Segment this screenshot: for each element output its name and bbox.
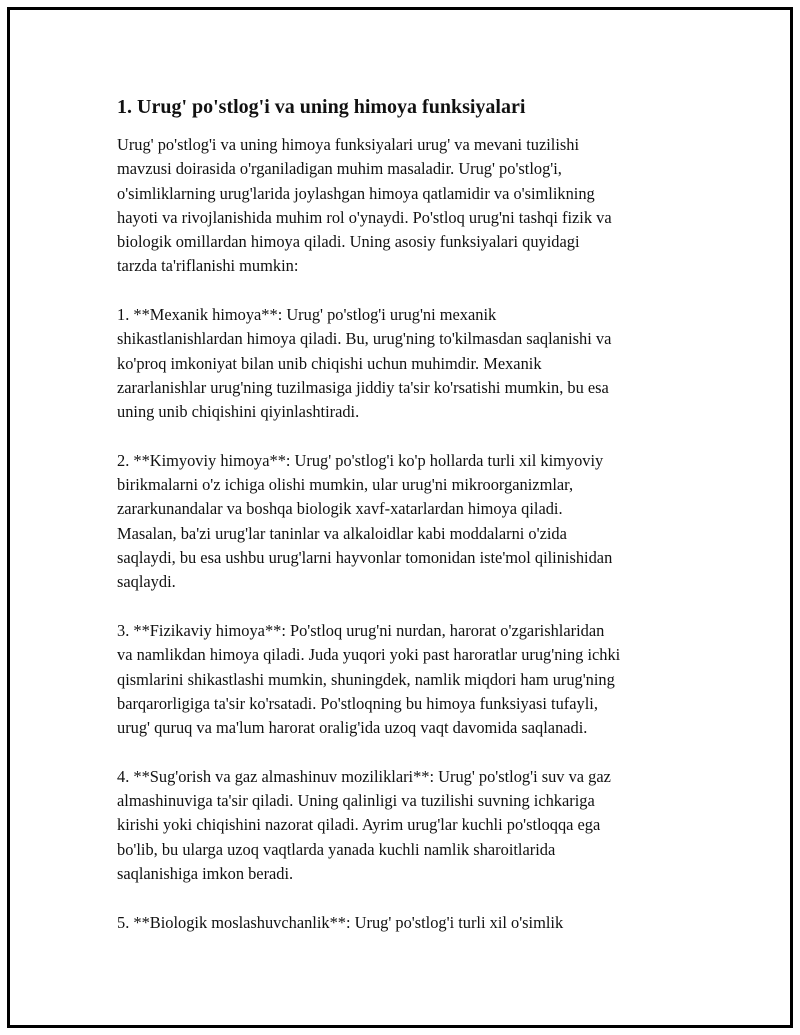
text-line: shikastlanishlardan himoya qiladi. Bu, urug'ning to'kilmasdan saqlanishi va [117, 329, 612, 349]
text-line: birikmalarni o'z ichiga olishi mumkin, ular urug'ni mikroorganizmlar, [117, 475, 574, 495]
text-line: urug' quruq va ma'lum harorat oralig'ida uzoq vaqt davomida saqlanadi. [117, 718, 588, 738]
text-line: saqlaydi, bu esa ushbu urug'larni hayvonlar tomonidan iste'mol qilinishidan [117, 548, 613, 568]
text-line: uning unib chiqishini qiyinlashtiradi. [117, 402, 360, 422]
text-line: saqlanishiga imkon beradi. [117, 863, 294, 883]
text-line: ko'proq imkoniyat bilan unib chiqishi uchun muhimdir. Mexanik [117, 353, 542, 373]
text-line: tarzda ta'riflanishi mumkin: [117, 256, 299, 276]
document-title: 1. Urug' po'stlog'i va uning himoya funksiyalari [117, 96, 526, 118]
text-line: zararkunandalar va boshqa biologik xavf-xatarlardan himoya qiladi. [117, 499, 563, 519]
text-line: qismlarini shikastlashi mumkin, shuningdek, namlik miqdori ham urug'ning [117, 669, 615, 689]
text-line: mavzusi doirasida o'rganiladigan muhim masaladir. Urug' po'stlog'i, [117, 159, 562, 179]
text-line: 1. **Mexanik himoya**: Urug' po'stlog'i urug'ni mexanik [117, 305, 497, 325]
text-line: kirishi yoki chiqishini nazorat qiladi. Ayrim urug'lar kuchli po'stloqqa ega [117, 815, 601, 835]
text-line: biologik omillardan himoya qiladi. Uning asosiy funksiyalari quyidagi [117, 232, 580, 252]
text-line: 5. **Biologik moslashuvchanlik**: Urug' po'stlog'i turli xil o'simlik [117, 912, 564, 932]
text-line: hayoti va rivojlanishida muhim rol o'ynaydi. Po'stloq urug'ni tashqi fizik va [117, 207, 612, 227]
text-line: 3. **Fizikaviy himoya**: Po'stloq urug'ni nurdan, harorat o'zgarishlaridan [117, 620, 605, 640]
text-line: almashinuviga ta'sir qiladi. Uning qalinligi va tuzilishi suvning ichkariga [117, 791, 595, 811]
list-item-water-gas-exchange [117, 765, 677, 886]
text-line: va namlikdan himoya qiladi. Juda yuqori yoki past haroratlar urug'ning ichki [117, 645, 621, 665]
list-item-mechanical-protection [117, 303, 677, 424]
list-item-biological-adaptability [117, 911, 677, 935]
text-line: 4. **Sug'orish va gaz almashinuv moziliklari**: Urug' po'stlog'i suv va gaz [117, 766, 611, 786]
text-line: 2. **Kimyoviy himoya**: Urug' po'stlog'i ko'p hollarda turli xil kimyoviy [117, 450, 604, 470]
list-item-physical-protection [117, 619, 677, 740]
text-line: zararlanishlar urug'ning tuzilmasiga jiddiy ta'sir ko'rsatishi mumkin, bu esa [117, 377, 609, 397]
intro-paragraph [117, 133, 677, 279]
text-line: Masalan, ba'zi urug'lar taninlar va alkaloidlar kabi moddalarni o'zida [117, 523, 567, 543]
text-line: saqlaydi. [117, 572, 176, 592]
text-line: bo'lib, bu ularga uzoq vaqtlarda yanada kuchli namlik sharoitlarida [117, 839, 556, 859]
document-body [117, 95, 677, 959]
list-item-chemical-protection [117, 449, 677, 595]
text-line: barqarorligiga ta'sir ko'rsatadi. Po'stloqning bu himoya funksiyasi tufayli, [117, 693, 598, 713]
text-line: Urug' po'stlog'i va uning himoya funksiyalari urug' va mevani tuzilishi [117, 135, 580, 154]
text-line: o'simliklarning urug'larida joylashgan himoya qatlamidir va o'simlikning [117, 183, 595, 203]
